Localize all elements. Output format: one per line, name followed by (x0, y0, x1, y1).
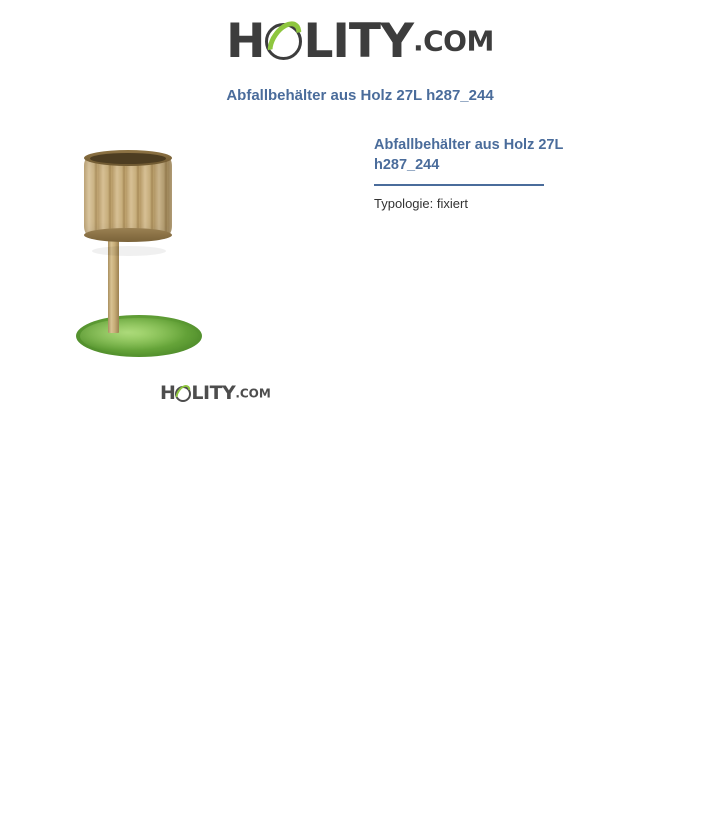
wooden-waste-bin (84, 150, 172, 238)
product-details-column (360, 122, 720, 400)
bin-body (84, 156, 172, 236)
bin-opening (90, 153, 166, 164)
product-image (30, 140, 330, 400)
site-logo[interactable] (226, 14, 494, 69)
logo-suffix: .COM (413, 24, 494, 58)
logo-o-icon (265, 23, 302, 60)
page-title: Abfallbehälter aus Holz 27L h287_244 (226, 87, 494, 104)
heading-divider (374, 184, 544, 186)
watermark-suffix: .COM (235, 386, 271, 401)
logo-text-before: H (226, 14, 265, 69)
grass-ellipse (76, 315, 202, 357)
watermark-text-after: LITY (191, 382, 236, 404)
content-area (0, 122, 720, 404)
bin-shadow (92, 246, 166, 256)
bin-bottom (84, 228, 172, 242)
image-watermark-logo (160, 384, 271, 403)
site-header (0, 0, 720, 69)
product-spec-typologie: Typologie: fixiert (374, 196, 468, 211)
watermark-o-icon (175, 386, 191, 402)
logo-text-after: LITY (303, 14, 413, 69)
watermark-text-before: H (160, 382, 176, 404)
product-image-column (0, 122, 360, 404)
product-heading: Abfallbehälter aus Holz 27L h287_244 (374, 137, 564, 173)
